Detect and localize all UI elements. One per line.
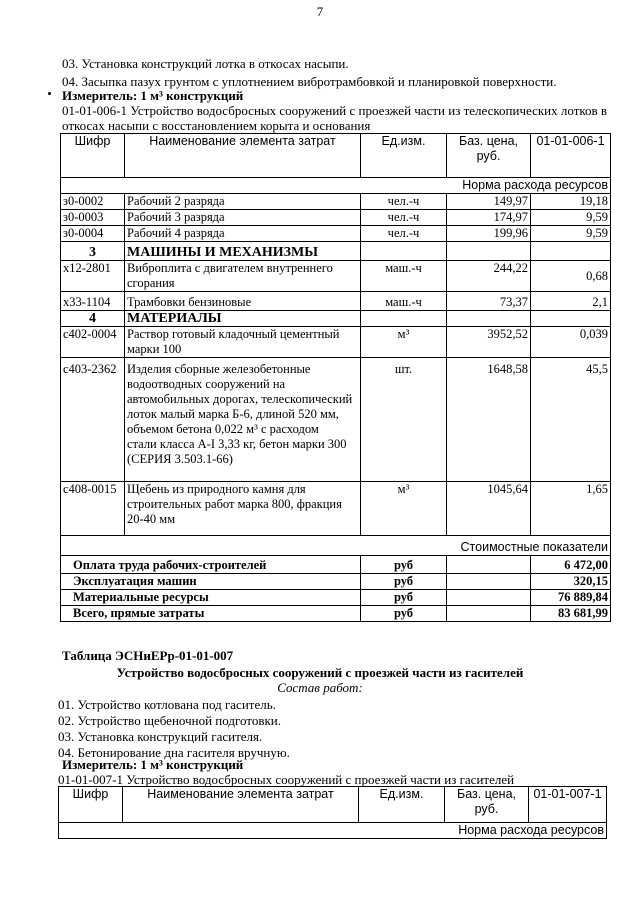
works-label: Состав работ: — [277, 680, 363, 695]
header-norm: 01-01-006-1 — [531, 134, 611, 178]
table-row: з0-0004 Рабочий 4 разряда чел.-ч 199,96 9,59 — [61, 226, 611, 242]
table-header-row — [59, 787, 607, 823]
header-unit: Ед.изм. — [359, 787, 445, 823]
table-header-row — [61, 134, 611, 178]
header-name: Наименование элемента затрат — [123, 787, 359, 823]
work-item: 04. Бетонирование дна гасителя вручную. — [58, 745, 290, 760]
cost-label-row — [61, 536, 611, 556]
cost-row: Оплата труда рабочих-строителей руб 6 472,00 — [61, 556, 611, 574]
header-price: Баз. цена, руб. — [447, 134, 531, 178]
section-row-materials: 4 МАТЕРИАЛЫ — [61, 311, 611, 327]
work-item: 02. Устройство щебеночной подготовки. — [58, 713, 281, 728]
cost-row: Всего, прямые затраты руб 83 681,99 — [61, 606, 611, 622]
cost-row: Материальные ресурсы руб 76 889,84 — [61, 590, 611, 606]
header-name: Наименование элемента затрат — [125, 134, 361, 178]
table-row: с403-2362 Изделия сборные железобетонные водоотводных сооружений на автомобильных дорогах, телескопический лоток малый марка Б-6, длиной 520 мм, объемом бетона 0,022 м³ с расходом стали класса А-I 3,33 кг, бетон марки 300 (СЕРИЯ 3.503.1-66) шт. 1648,58 45,5 — [61, 358, 611, 482]
meter-line-1: Измеритель: 1 м³ конструкций — [62, 88, 244, 103]
page-number: 7 — [316, 4, 324, 19]
norm-label: Норма расхода ресурсов — [61, 178, 611, 194]
norms-table-2 — [58, 786, 607, 839]
table-row: с402-0004 Раствор готовый кладочный цементный марки 100 м³ 3952,52 0,039 — [61, 327, 611, 358]
table-row: з0-0003 Рабочий 3 разряда чел.-ч 174,97 9,59 — [61, 210, 611, 226]
item-title-line-2: откосах насыпи с восстановлением корыта и основания — [62, 118, 371, 133]
norms-table-1 — [60, 133, 611, 622]
cost-label: Стоимостные показатели — [61, 536, 611, 556]
table-row: с408-0015 Щебень из природного камня для строительных работ марка 800, фракция 20-40 мм м³ 1045,64 1,65 — [61, 482, 611, 536]
item-title-line-1: 01-01-006-1 Устройство водосбросных сооружений с проезжей части из телескопических лотков в — [62, 103, 608, 118]
header-norm: 01-01-007-1 — [529, 787, 607, 823]
intro-line-2: 04. Засыпка пазух грунтом с уплотнением вибротрамбовкой и планировкой поверхности. — [62, 74, 557, 89]
table-row: х33-1104 Трамбовки бензиновые маш.-ч 73,37 2,1 — [61, 292, 611, 311]
work-item: 01. Устройство котлована под гаситель. — [58, 697, 276, 712]
work-item: 03. Установка конструкций гасителя. — [58, 729, 263, 744]
intro-line-1: 03. Установка конструкций лотка в откосах насыпи. — [62, 56, 349, 71]
header-code: Шифр — [61, 134, 125, 178]
norm-label-row — [59, 823, 607, 839]
item-title-2: 01-01-007-1 Устройство водосбросных сооружений с проезжей части из гасителей — [58, 772, 515, 787]
header-unit: Ед.изм. — [361, 134, 447, 178]
cost-row: Эксплуатация машин руб 320,15 — [61, 574, 611, 590]
table-title: Таблица ЭСНиЕРр-01-01-007 — [62, 648, 234, 663]
section-heading: Устройство водосбросных сооружений с проезжей части из гасителей — [116, 665, 524, 680]
section-row-machines: 3 МАШИНЫ И МЕХАНИЗМЫ — [61, 242, 611, 261]
header-code: Шифр — [59, 787, 123, 823]
table-row: х12-2801 Виброплита с двигателем внутреннего сгорания маш.-ч 244,22 0,68 — [61, 261, 611, 292]
table-row: з0-0002 Рабочий 2 разряда чел.-ч 149,97 19,18 — [61, 194, 611, 210]
bullet-dot — [48, 92, 51, 95]
norm-label-row — [61, 178, 611, 194]
meter-line-2: Измеритель: 1 м³ конструкций — [62, 757, 244, 772]
norm-label: Норма расхода ресурсов — [59, 823, 607, 839]
header-price: Баз. цена, руб. — [445, 787, 529, 823]
